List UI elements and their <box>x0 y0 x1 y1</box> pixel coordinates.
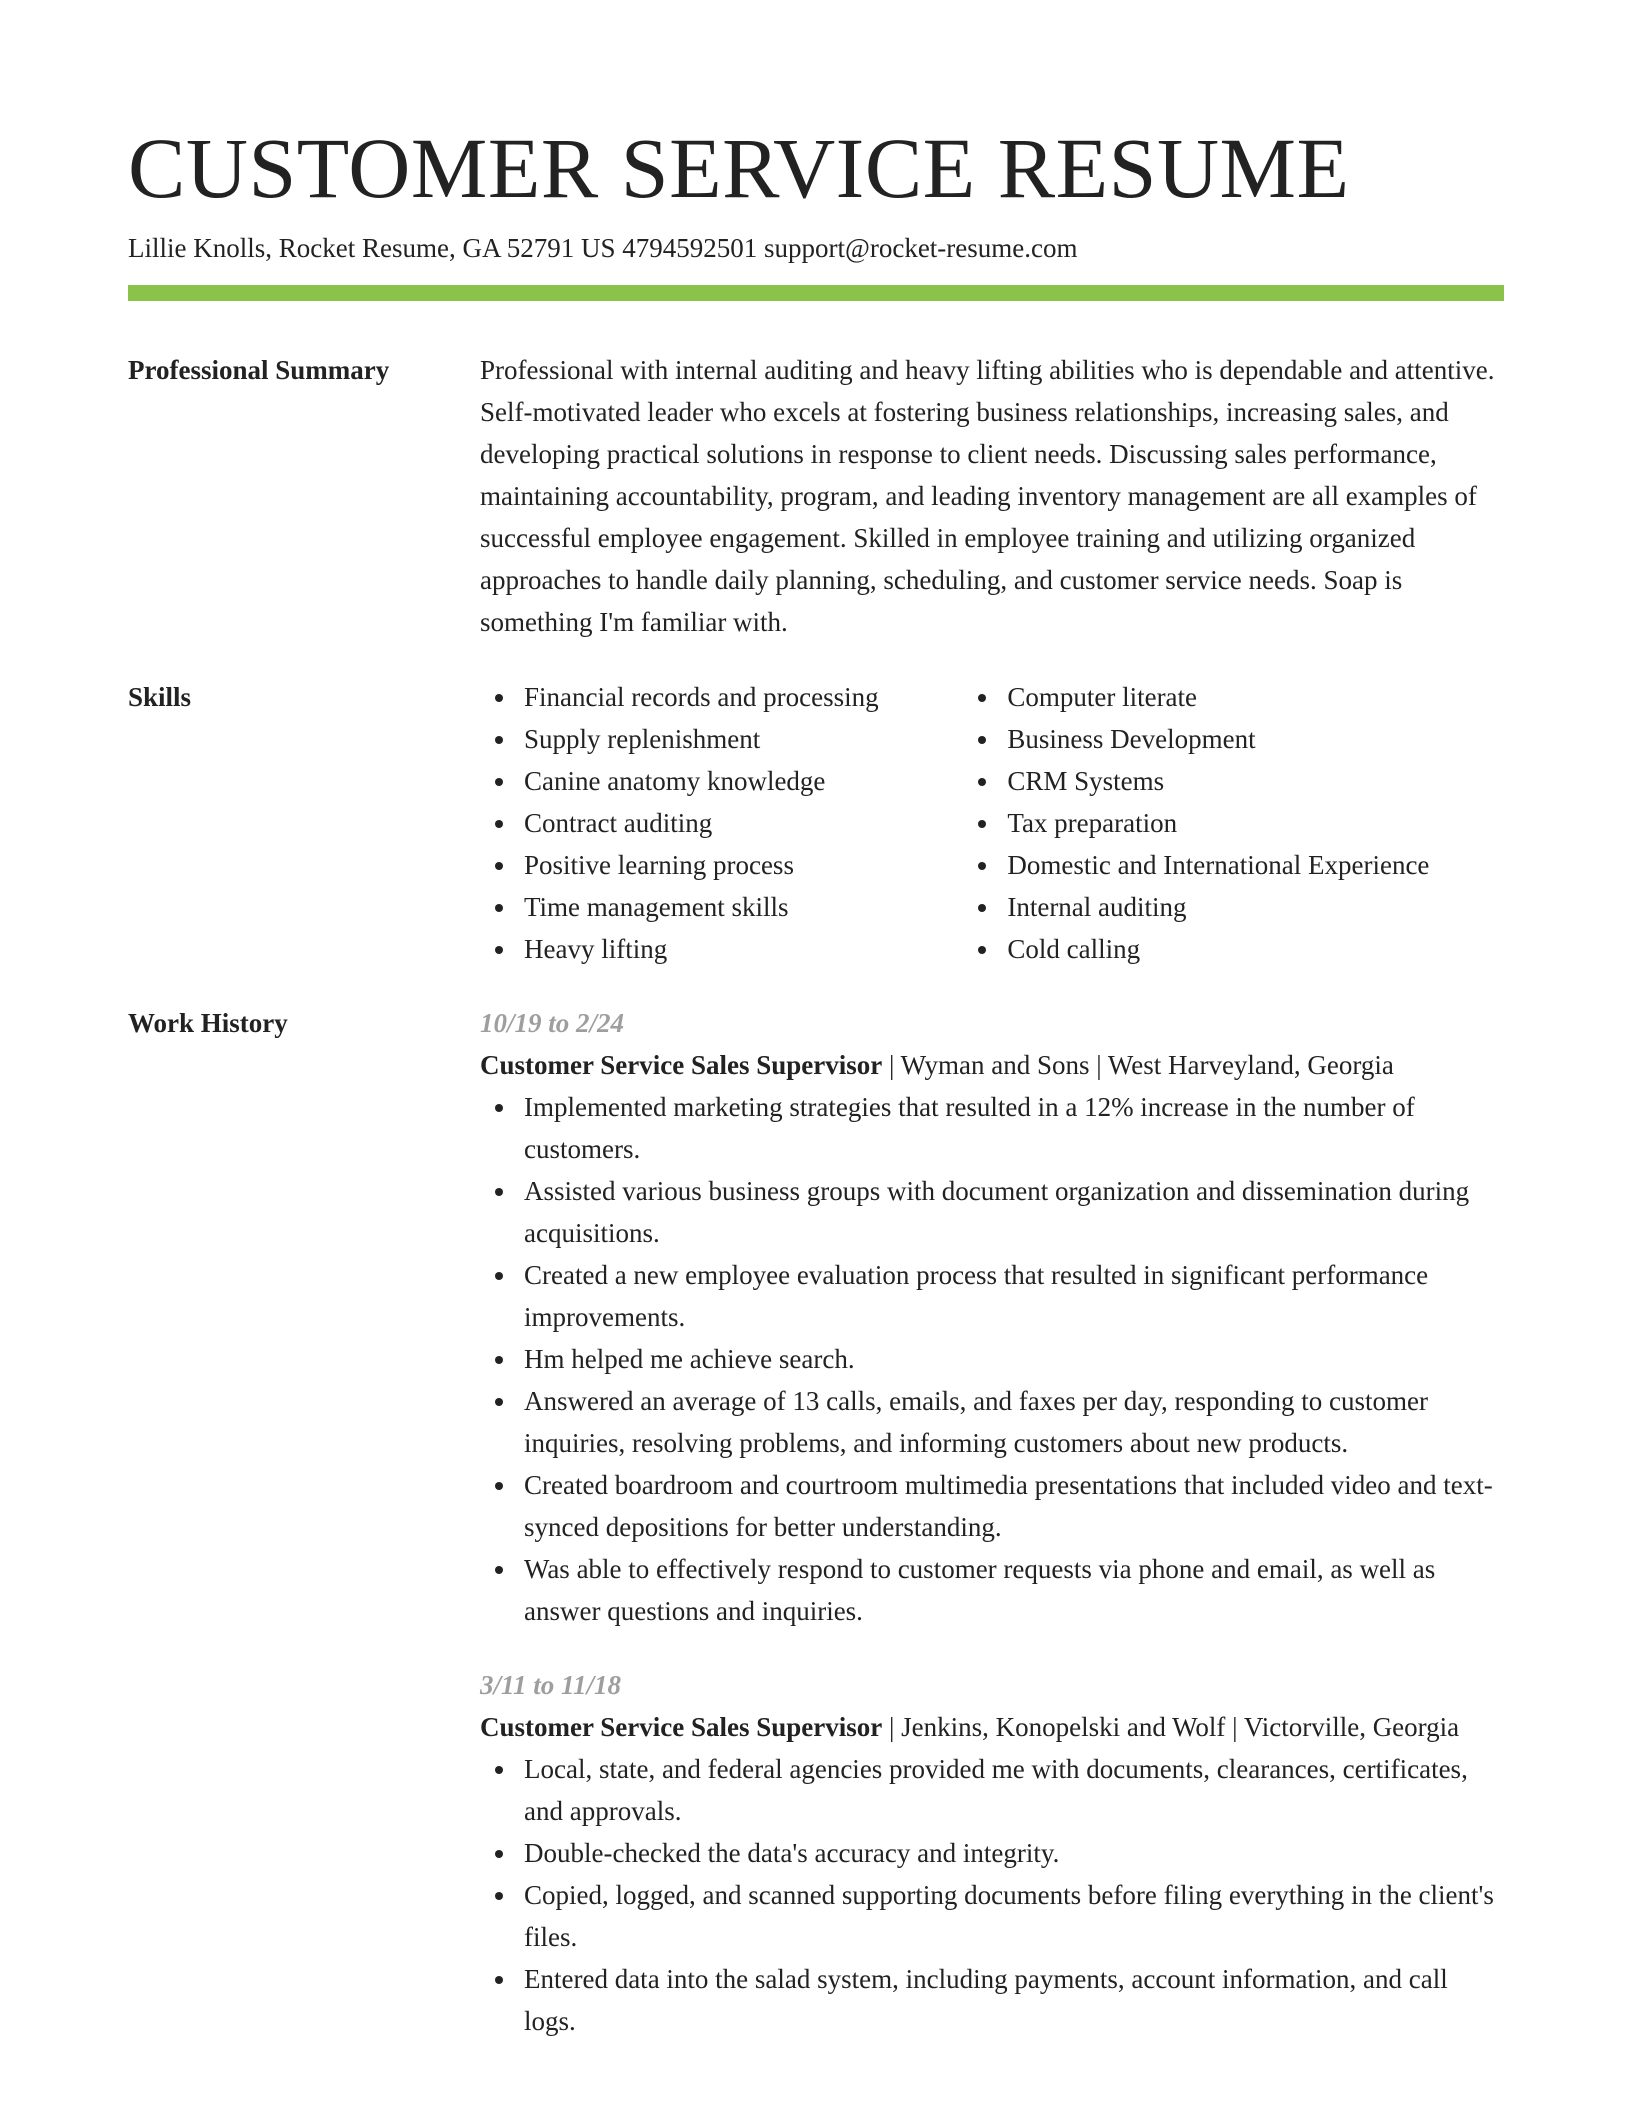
skill-item: Business Development <box>1007 718 1504 760</box>
skill-item: Contract auditing <box>524 802 963 844</box>
contact-line: Lillie Knolls, Rocket Resume, GA 52791 US 4794592501 support@rocket-resume.com <box>128 233 1078 263</box>
summary-text: Professional with internal auditing and heavy lifting abilities who is dependable and attentive. Self-motivated leader who excels at fostering business relationships, increasing sales, and developing practical solutions in response to client needs. Discussing sales performance, maintaining accountability, program, and leading inventory management are all examples of successful employee engagement. Skilled in employee training and utilizing organized approaches to handle daily planning, scheduling, and customer service needs. Soap is something I'm familiar with. <box>480 355 1495 637</box>
job-details: | Wyman and Sons | West Harveyland, Georgia <box>882 1050 1394 1080</box>
skills-list-left <box>480 676 963 970</box>
skill-item: Tax preparation <box>1007 802 1504 844</box>
work-history-body <box>480 1002 1504 2042</box>
job-bullet-list <box>480 1748 1504 2042</box>
accent-divider <box>128 285 1504 301</box>
skills-list-right <box>963 676 1504 970</box>
job-entry <box>480 1002 1504 1632</box>
skill-item: Domestic and International Experience <box>1007 844 1504 886</box>
job-bullet: Created a new employee evaluation process that resulted in significant performance improvements. <box>524 1254 1504 1338</box>
skill-item: Financial records and processing <box>524 676 963 718</box>
job-bullet: Local, state, and federal agencies provided me with documents, clearances, certificates, and approvals. <box>524 1748 1504 1832</box>
job-details: | Jenkins, Konopelski and Wolf | Victorville, Georgia <box>882 1712 1460 1742</box>
job-heading <box>480 1706 1504 1748</box>
job-title: Customer Service Sales Supervisor <box>480 1050 883 1080</box>
job-bullet: Double-checked the data's accuracy and integrity. <box>524 1832 1504 1874</box>
job-heading <box>480 1044 1504 1086</box>
skills-heading: Skills <box>128 682 192 712</box>
resume-title: CUSTOMER SERVICE RESUME <box>128 120 1350 216</box>
job-bullet: Was able to effectively respond to customer requests via phone and email, as well as answer questions and inquiries. <box>524 1548 1504 1632</box>
skill-item: Internal auditing <box>1007 886 1504 928</box>
summary-body <box>480 349 1504 643</box>
work-history-heading: Work History <box>128 1008 288 1038</box>
job-bullet-list <box>480 1086 1504 1632</box>
skill-item: Computer literate <box>1007 676 1504 718</box>
summary-heading: Professional Summary <box>128 355 390 385</box>
job-bullet: Created boardroom and courtroom multimedia presentations that included video and text-synced depositions for better understanding. <box>524 1464 1504 1548</box>
skill-item: CRM Systems <box>1007 760 1504 802</box>
job-bullet: Implemented marketing strategies that resulted in a 12% increase in the number of customers. <box>524 1086 1504 1170</box>
job-bullet: Hm helped me achieve search. <box>524 1338 1504 1380</box>
skill-item: Heavy lifting <box>524 928 963 970</box>
skill-item: Positive learning process <box>524 844 963 886</box>
job-entry <box>480 1664 1504 2042</box>
skill-item: Time management skills <box>524 886 963 928</box>
skill-item: Cold calling <box>1007 928 1504 970</box>
job-dates: 10/19 to 2/24 <box>480 1008 625 1038</box>
job-bullet: Assisted various business groups with document organization and dissemination during acquisitions. <box>524 1170 1504 1254</box>
skills-columns <box>480 676 1504 970</box>
job-dates: 3/11 to 11/18 <box>480 1670 622 1700</box>
skill-item: Canine anatomy knowledge <box>524 760 963 802</box>
skills-body <box>480 676 1504 970</box>
job-bullet: Entered data into the salad system, including payments, account information, and call logs. <box>524 1958 1504 2042</box>
skill-item: Supply replenishment <box>524 718 963 760</box>
job-bullet: Answered an average of 13 calls, emails, and faxes per day, responding to customer inquiries, resolving problems, and informing customers about new products. <box>524 1380 1504 1464</box>
job-title: Customer Service Sales Supervisor <box>480 1712 883 1742</box>
job-bullet: Copied, logged, and scanned supporting documents before filing everything in the client's files. <box>524 1874 1504 1958</box>
